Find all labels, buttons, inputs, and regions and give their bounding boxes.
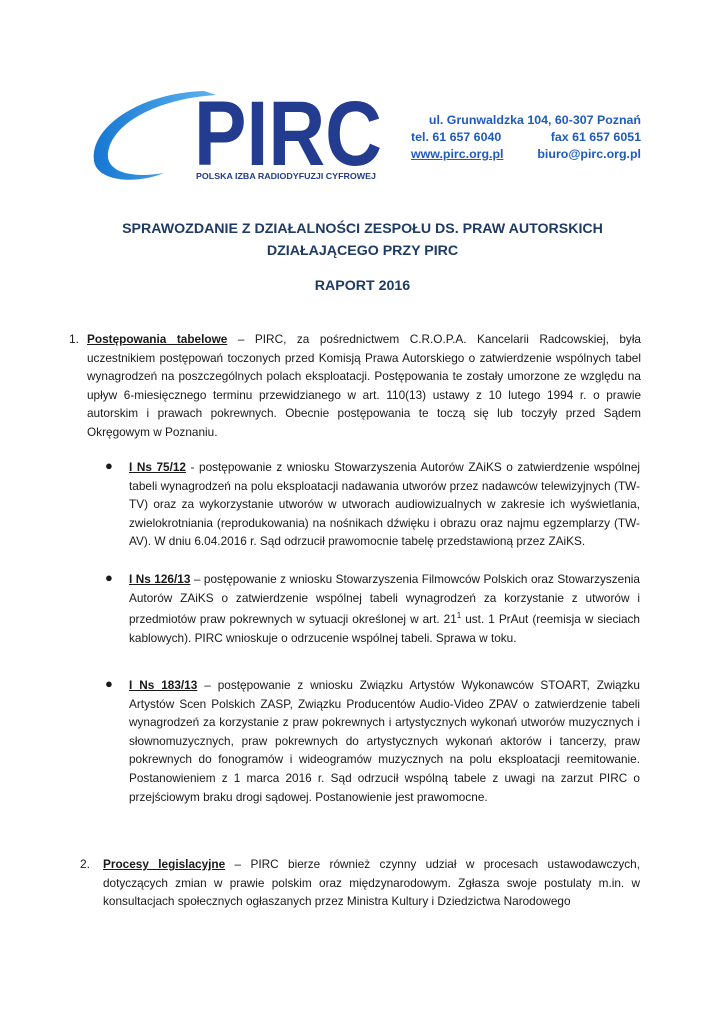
bullet-icon: ● (105, 676, 113, 691)
fax: fax 61 657 6051 (550, 130, 641, 144)
case-number: I Ns 126/13 (129, 572, 191, 586)
logo-subtitle: POLSKA IZBA RADIODYFUZJI CYFROWEJ (196, 172, 376, 181)
section-1-paragraph (87, 330, 641, 442)
pirc-logo (84, 83, 384, 193)
contact-block (411, 112, 641, 163)
report-title-line2: DZIAŁAJĄCEGO PRZY PIRC (266, 243, 459, 259)
bullet-text: ust. 1 PrAut (reemisja w sieciach kablowych). PIRC wnioskuje o odrzucenie wspólnej tabeli. Sprawa w toku. (129, 612, 640, 645)
address: ul. Grunwaldzka 104, 60-307 Poznań (428, 113, 641, 127)
case-number: I Ns 75/12 (129, 460, 186, 474)
bullet-icon: ● (105, 570, 113, 585)
section-2-text: – PIRC bierze również czynny udział w procesach ustawodawczych, dotyczących zmian w prawie polskim oraz międzynarodowym. Zgłasza swoje postulaty m.in. w konsultacjach społecznych ogłaszanych przez Ministra Kultury i Dziedzictwa Narodowego (103, 857, 640, 909)
bullet-text: – postępowanie z wniosku Stowarzyszenia Filmowców Polskich oraz Stowarzyszenia Autorów ZAiKS o zatwierdzenie wspólnej tabeli wynagrodzeń za korzystanie z utworów i przedmiotów praw pokrewnych w sytuacji określonej w art. 21 (129, 572, 640, 627)
report-title-line1: SPRAWOZDANIE Z DZIAŁALNOŚCI ZESPOŁU DS. PRAW AUTORSKICH (122, 221, 603, 237)
bullet-icon: ● (105, 458, 113, 473)
bullet-item (129, 570, 640, 647)
report-year: RAPORT 2016 (314, 278, 411, 294)
bullet-text: – postępowanie z wniosku Związku Artystów Wykonawców STOART, Związku Artystów Scen Polskich ZASP, Związku Producentów Audio-Video ZPAV o zatwierdzenie tabeli wynagrodzeń za korzystanie z praw pokrewnych i artystycznych wykonań utworów muzycznych i słownomuzycznych, praw pokrewnych do artystycznych wykonań aktorów i tancerzy, praw pokrewnych do fonogramów i wideogramów muzycznych na polu eksploatacji reemitowanie. Postanowieniem z 1 marca 2016 r. Sąd odrzucił wspólną tabele z uwagi na zarzut PIRC o przejściowym braku drogi sądowej. Postanowienie jest prawomocne. (129, 678, 640, 804)
phone: tel. 61 657 6040 (411, 130, 502, 144)
section-1-text: – PIRC, za pośrednictwem C.R.O.P.A. Kancelarii Radcowskiej, była uczestnikiem postępowań toczonych przed Komisją Prawa Autorskiego o zatwierdzenie wspólnych tabel wynagrodzeń na poszczególnych polach eksploatacji. Postępowania te zostały umorzone ze względu na upływ 6-miesięcznego terminu przewidzianego w art. 110(13) ustawy z 10 lutego 1994 r. o prawie autorskim i prawach pokrewnych. Obecnie postępowania te toczą się lub toczyły przed Sądem Okręgowym w Poznaniu. (87, 332, 641, 439)
section-2-paragraph (103, 855, 640, 911)
section-1-heading: Postępowania tabelowe (87, 332, 228, 346)
superscript: 1 (456, 611, 462, 621)
email: biuro@pirc.org.pl (537, 147, 641, 161)
case-number: I Ns 183/13 (129, 678, 198, 692)
section-1-number: 1. (69, 332, 80, 346)
bullet-item (129, 676, 640, 806)
website-link[interactable]: www.pirc.org.pl (411, 147, 504, 161)
section-2-heading: Procesy legislacyjne (103, 857, 226, 871)
bullet-item (129, 458, 640, 551)
logo-wordmark: PIRC (194, 83, 382, 185)
bullet-text: - postępowanie z wniosku Stowarzyszenia Autorów ZAiKS o zatwierdzenie wspólnej tabeli wynagrodzeń na polu eksploatacji nadawania utworów przez nadawców telewizyjnych (TW-TV) oraz za wykorzystanie utworów w utworach audiowizualnych w zakresie ich wyświetlania, zwielokrotniania (reprodukowania) na nośnikach dźwięku i obrazu oraz najmu egzemplarzy (TW-AV). W dniu 6.04.2016 r. Sąd odrzucił prawomocnie tabelę przedstawioną przez ZAiKS. (129, 460, 640, 549)
section-2-number: 2. (80, 857, 91, 871)
